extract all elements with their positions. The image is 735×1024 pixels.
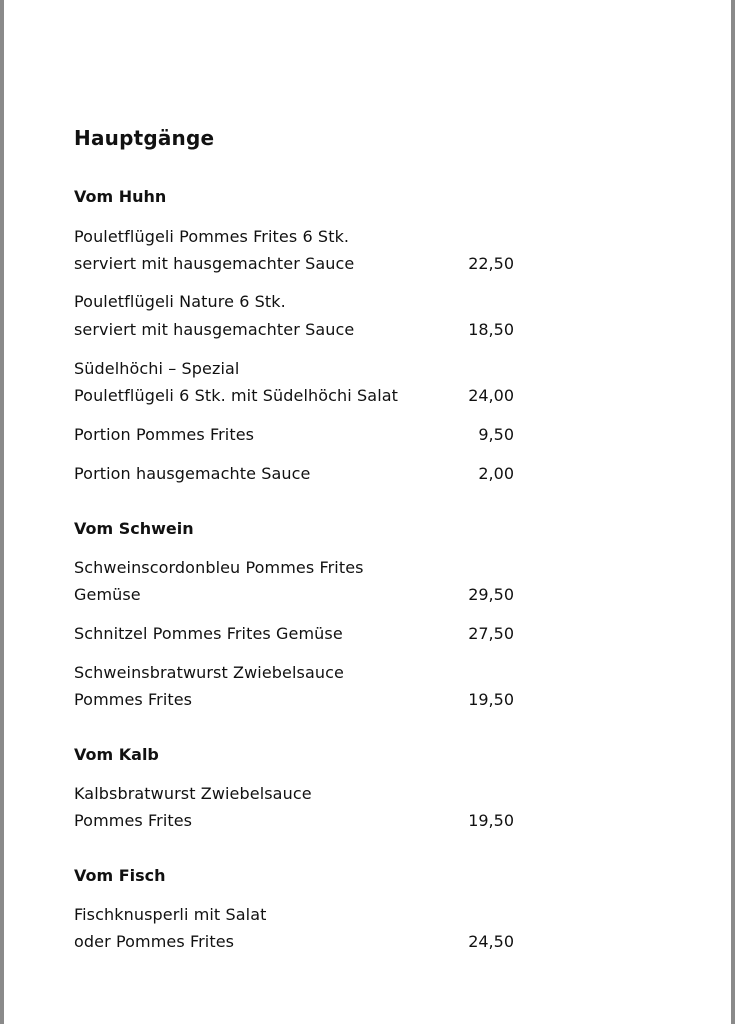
item-price: 19,50	[468, 811, 514, 830]
item-price: 29,50	[468, 585, 514, 604]
item-price: 18,50	[468, 320, 514, 339]
item-price: 22,50	[468, 254, 514, 273]
item-price: 19,50	[468, 690, 514, 709]
item-line: Pouletflügeli 6 Stk. mit Südelhöchi Salat	[74, 386, 399, 405]
item-price: 24,00	[468, 386, 514, 405]
item-price: 9,50	[478, 425, 514, 444]
item-line: Portion hausgemachte Sauce	[74, 464, 311, 483]
item-line: oder Pommes Frites	[74, 932, 235, 951]
item-line: Schweinscordonbleu Pommes Frites	[74, 558, 364, 577]
item-price: 24,50	[468, 932, 514, 951]
section-heading-fisch: Vom Fisch	[74, 866, 166, 885]
item-line: Fischknusperli mit Salat	[74, 905, 267, 924]
item-line: serviert mit hausgemachter Sauce	[74, 254, 355, 273]
item-line: Pouletflügeli Pommes Frites 6 Stk.	[74, 227, 350, 246]
item-price: 2,00	[478, 464, 514, 483]
item-line: Pommes Frites	[74, 690, 193, 709]
item-line: Portion Pommes Frites	[74, 425, 255, 444]
item-line: Pommes Frites	[74, 811, 193, 830]
menu-page	[4, 0, 731, 1024]
item-line: Südelhöchi – Spezial	[74, 359, 240, 378]
item-line: serviert mit hausgemachter Sauce	[74, 320, 355, 339]
item-line: Gemüse	[74, 585, 141, 604]
item-line: Schnitzel Pommes Frites Gemüse	[74, 624, 343, 643]
page-title: Hauptgänge	[74, 126, 215, 150]
item-line: Pouletflügeli Nature 6 Stk.	[74, 292, 286, 311]
item-line: Kalbsbratwurst Zwiebelsauce	[74, 784, 312, 803]
section-heading-kalb: Vom Kalb	[74, 745, 159, 764]
item-line: Schweinsbratwurst Zwiebelsauce	[74, 663, 344, 682]
section-heading-schwein: Vom Schwein	[74, 519, 194, 538]
section-heading-huhn: Vom Huhn	[74, 187, 167, 206]
item-price: 27,50	[468, 624, 514, 643]
